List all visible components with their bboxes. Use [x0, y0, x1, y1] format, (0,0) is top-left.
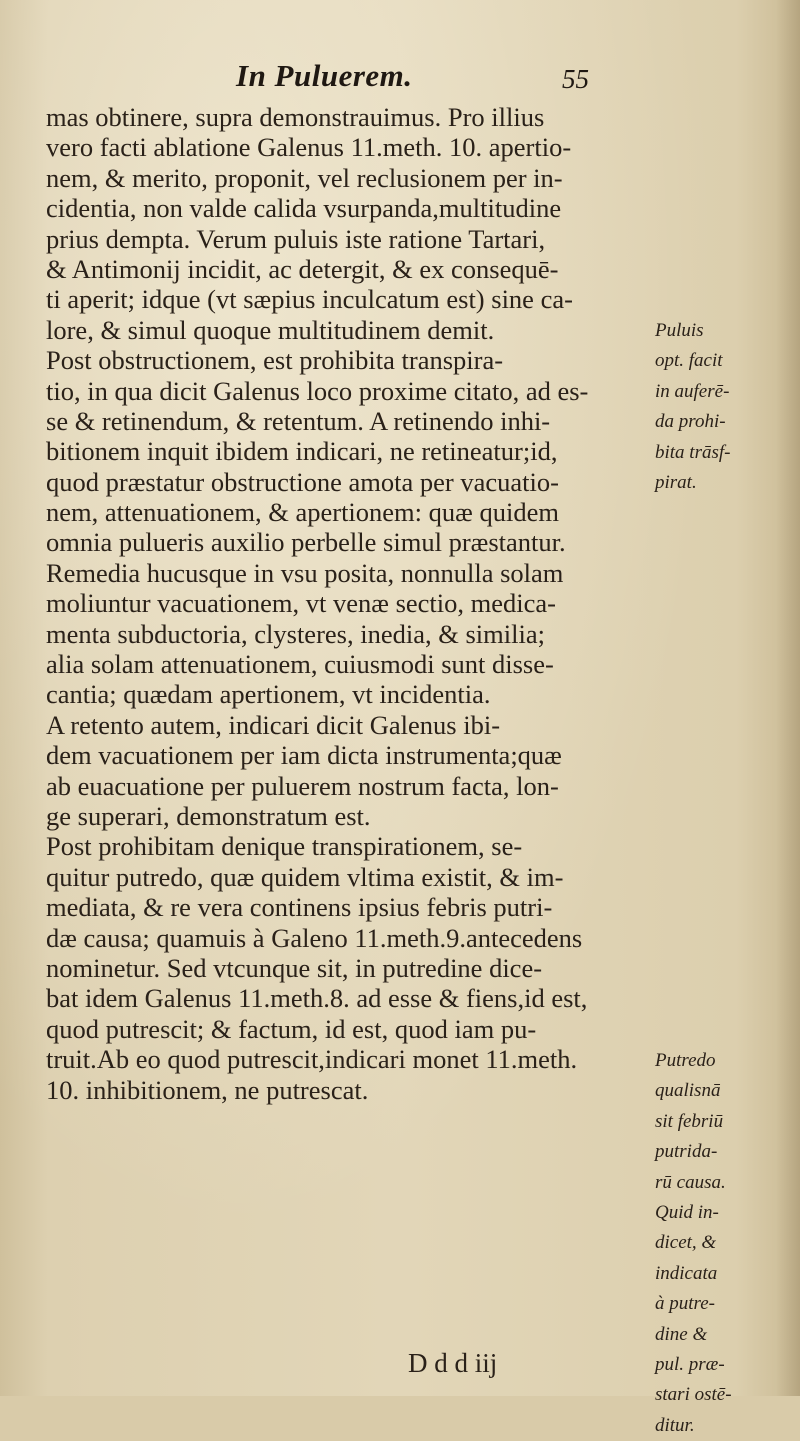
margin-note-line: Putredo — [655, 1050, 716, 1071]
margin-note-line: à putre- — [655, 1293, 715, 1315]
margin-note-line: in auferē- — [655, 380, 730, 402]
margin-note-line: da prohi- — [655, 411, 726, 433]
margin-note-line: Puluis — [655, 320, 704, 341]
text-line: 10. inhibitionem, ne putrescat. — [46, 1074, 369, 1105]
text-line: dæ causa; quamuis à Galeno 11.meth.9.antecedens — [46, 922, 583, 953]
running-title: In Puluerem. — [236, 58, 413, 93]
margin-notes-upper — [655, 316, 795, 498]
main-text-block — [46, 102, 646, 1105]
text-line: bitionem inquit ibidem indicari, ne retineatur;id, — [46, 436, 558, 467]
page-number: 55 — [562, 64, 589, 94]
margin-note-line: putrida- — [655, 1141, 718, 1163]
page-edge-shadow — [776, 0, 800, 1396]
text-line: Post obstructionem, est prohibita transpira- — [46, 345, 504, 376]
text-line: tio, in qua dicit Galenus loco proxime citato, ad es- — [46, 375, 589, 406]
text-line: cidentia, non valde calida vsurpanda,multitudine — [46, 193, 562, 224]
text-line: omnia pulueris auxilio perbelle simul præstantur. — [46, 527, 566, 558]
text-line: quod putrescit; & factum, id est, quod iam pu- — [46, 1013, 537, 1044]
text-line: vero facti ablatione Galenus 11.meth. 10. apertio- — [46, 132, 572, 163]
text-line: moliuntur vacuationem, vt venæ sectio, medica- — [46, 588, 556, 619]
margin-notes-lower — [655, 1046, 795, 1441]
text-line: ti aperit; idque (vt sæpius inculcatum est) sine ca- — [46, 284, 573, 315]
text-line: menta subductoria, clysteres, inedia, & similia; — [46, 618, 545, 649]
text-line: mediata, & re vera continens ipsius febris putri- — [46, 892, 553, 923]
text-line: ge superari, demonstratum est. — [46, 800, 371, 831]
margin-note-line: ditur. — [655, 1414, 695, 1436]
text-line: quod præstatur obstructione amota per vacuatio- — [46, 466, 559, 497]
margin-note-line: qualisnā — [655, 1080, 721, 1102]
text-line: nem, & merito, proponit, vel reclusionem per in- — [46, 162, 563, 193]
margin-note-line: stari ostē- — [655, 1384, 732, 1406]
margin-note-line: rū causa. — [655, 1171, 726, 1193]
text-line: truit.Ab eo quod putrescit,indicari monet 11.meth. — [46, 1044, 578, 1075]
text-line: lore, & simul quoque multitudinem demit. — [46, 314, 495, 345]
margin-note-line: sit febriū — [655, 1110, 724, 1132]
running-head — [0, 58, 800, 98]
text-line: A retento autem, indicari dicit Galenus ibi- — [46, 709, 501, 740]
text-line: ab euacuatione per puluerem nostrum facta, lon- — [46, 770, 559, 801]
text-line: quitur putredo, quæ quidem vltima existit, & im- — [46, 861, 564, 892]
text-line: alia solam attenuationem, cuiusmodi sunt disse- — [46, 649, 554, 680]
text-line: Post prohibitam denique transpirationem, se- — [46, 831, 523, 862]
margin-note-line: dicet, & — [655, 1232, 717, 1254]
text-line: & Antimonij incidit, ac detergit, & ex consequē- — [46, 253, 559, 284]
text-line: nem, attenuationem, & apertionem: quæ quidem — [46, 497, 559, 528]
margin-note-line: pirat. — [655, 471, 697, 493]
text-line: bat idem Galenus 11.meth.8. ad esse & fiens,id est, — [46, 983, 588, 1014]
text-line: mas obtinere, supra demonstrauimus. Pro illius — [46, 102, 545, 132]
margin-note-line: dine & — [655, 1323, 708, 1345]
margin-note-line: bita trāsf- — [655, 441, 731, 463]
margin-note-line: opt. facit — [655, 350, 723, 372]
signature-mark: D d d iij — [408, 1348, 498, 1378]
text-line: cantia; quædam apertionem, vt incidentia. — [46, 679, 491, 710]
text-line: prius dempta. Verum puluis iste ratione Tartari, — [46, 223, 546, 254]
margin-note-line: pul. præ- — [655, 1353, 725, 1375]
text-line: se & retinendum, & retentum. A retinendo inhi- — [46, 405, 551, 436]
margin-note-line: indicata — [655, 1262, 718, 1284]
margin-note-line: Quid in- — [655, 1201, 719, 1223]
text-line: dem vacuationem per iam dicta instrumenta;quæ — [46, 740, 562, 771]
text-line: Remedia hucusque in vsu posita, nonnulla solam — [46, 557, 564, 588]
text-line: nominetur. Sed vtcunque sit, in putredine dice- — [46, 952, 543, 983]
